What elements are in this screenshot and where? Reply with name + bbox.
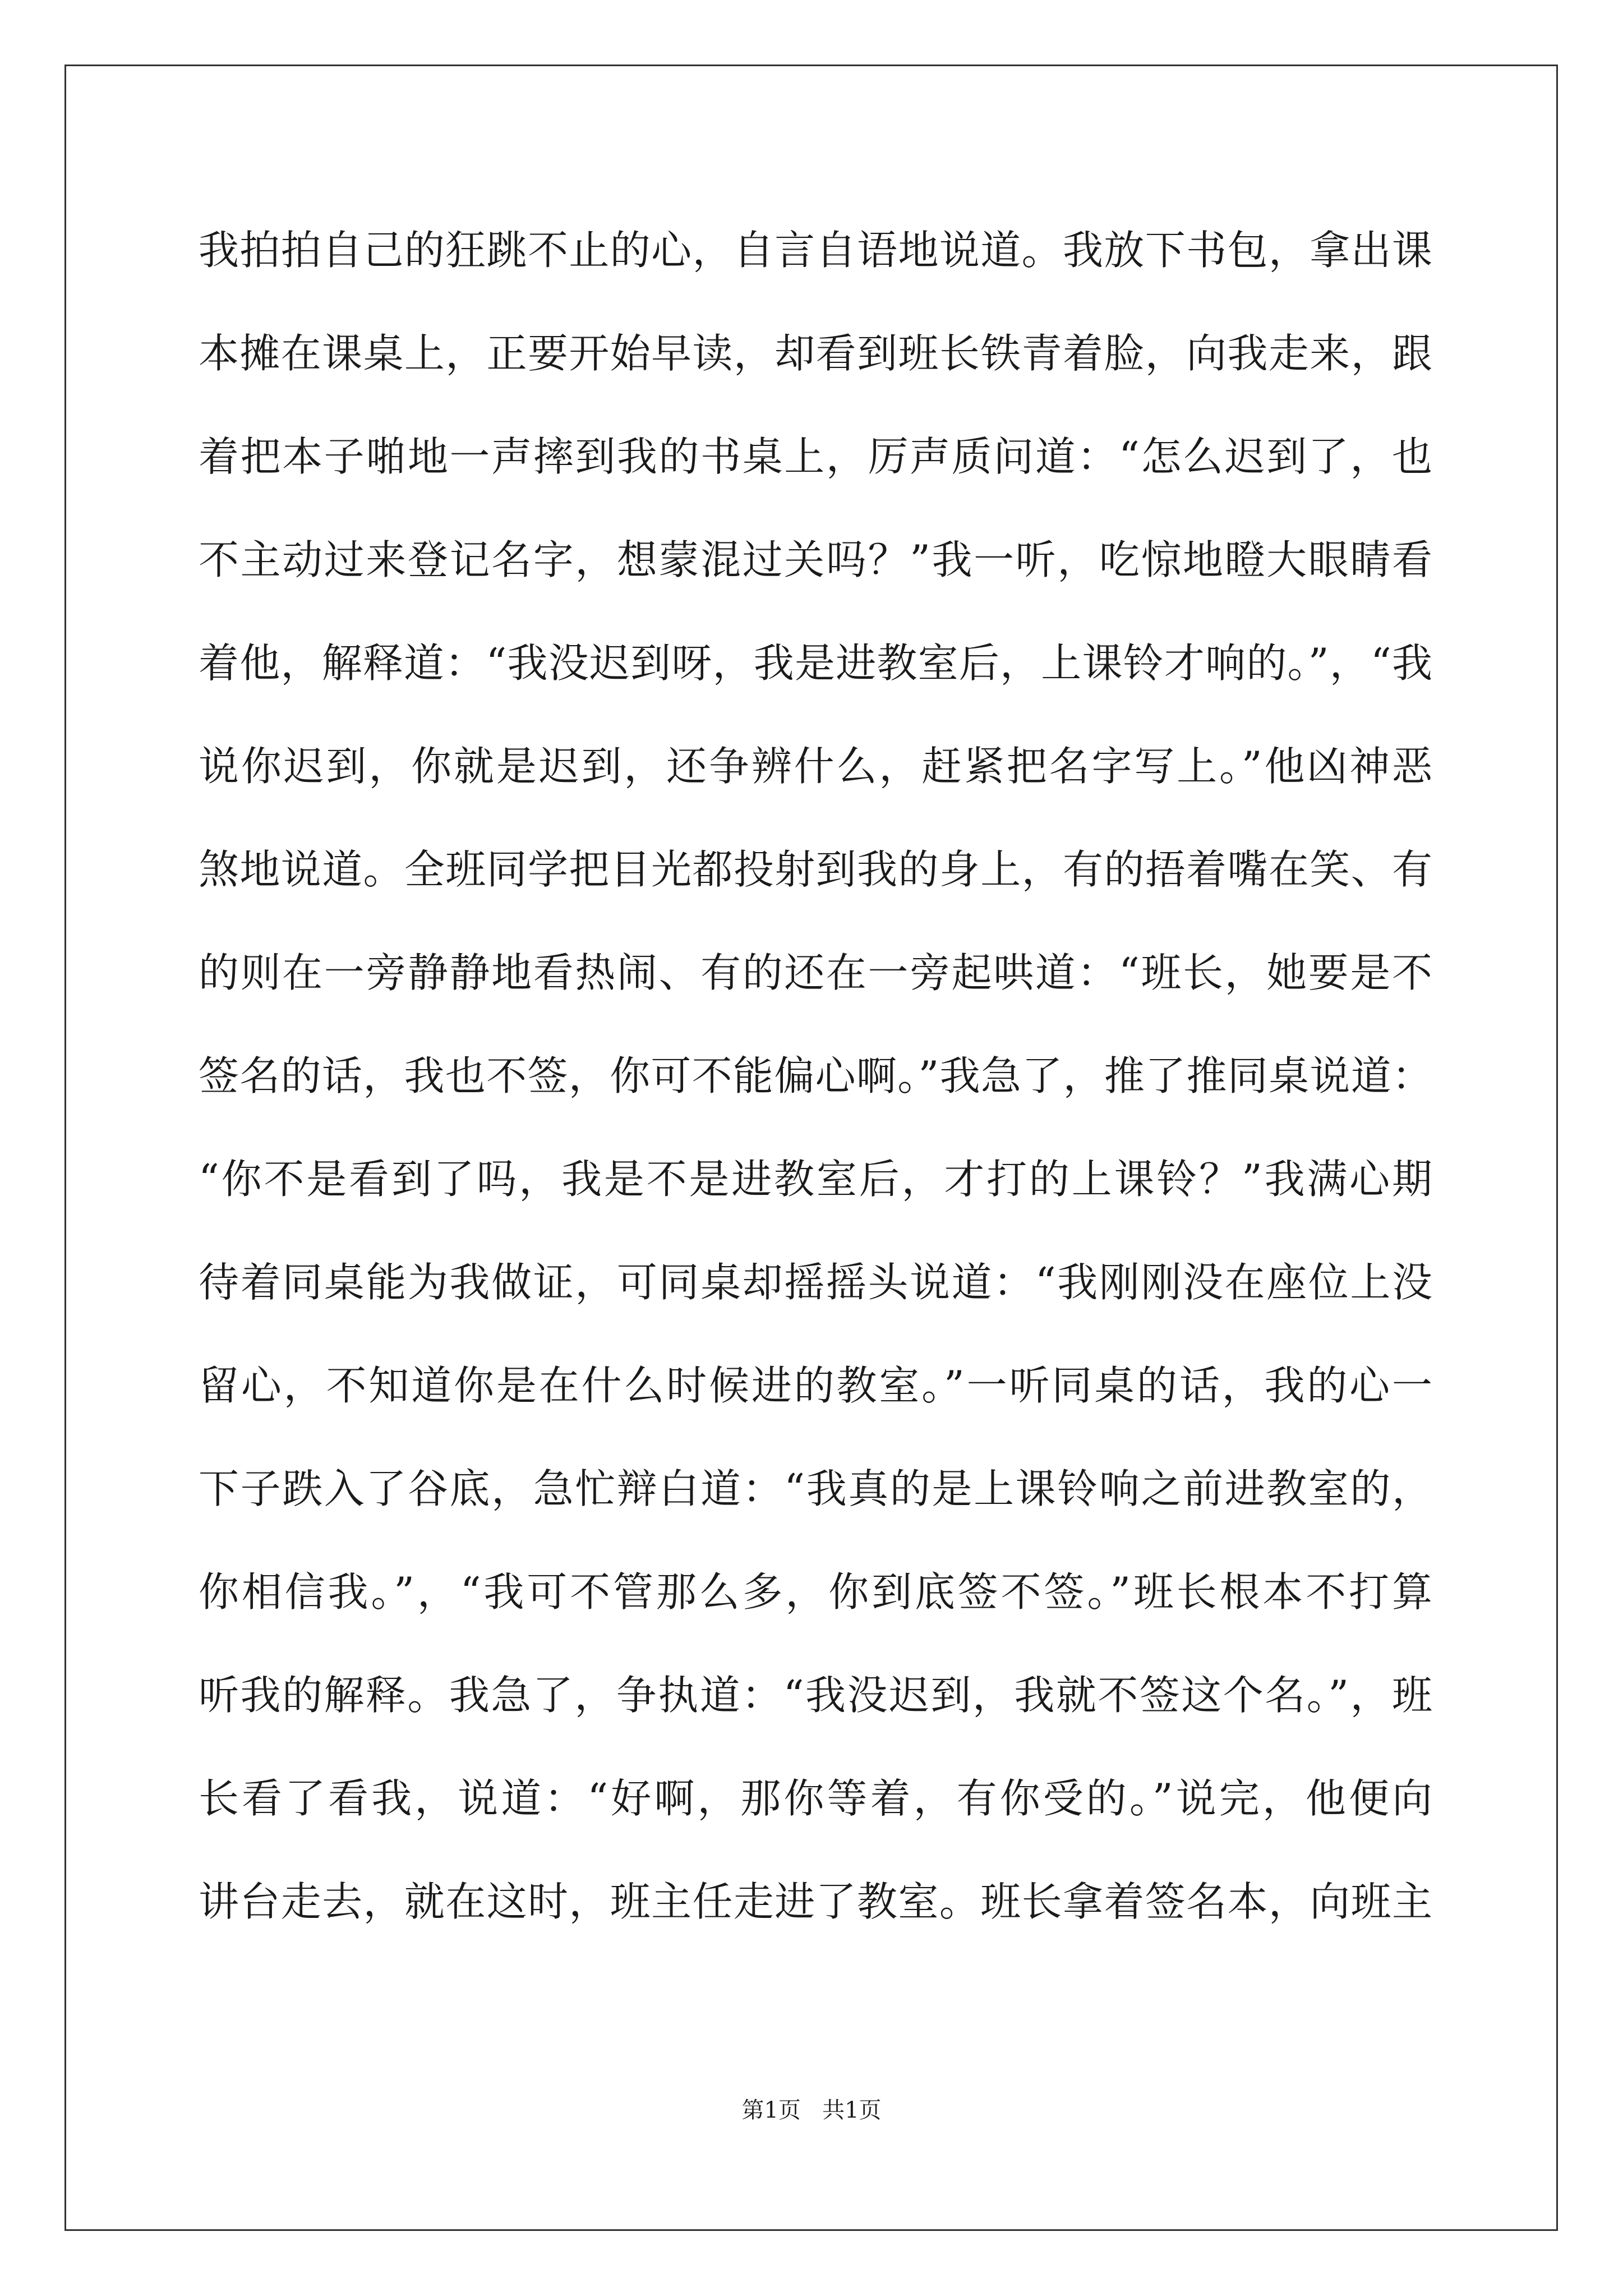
body-line-3: 着把本子啪地一声摔到我的书桌上，厉声质问道：“怎么迟到了，也 bbox=[199, 433, 1432, 480]
body-line-16: 长看了看我，说道：“好啊，那你等着，有你受的。”说完，他便向 bbox=[199, 1775, 1432, 1822]
body-line-7: 煞地说道。全班同学把目光都投射到我的身上，有的捂着嘴在笑、有 bbox=[199, 846, 1432, 893]
body-line-17: 讲台走去，就在这时，班主任走进了教室。班长拿着签名本，向班主 bbox=[199, 1878, 1432, 1925]
body-line-4: 不主动过来登记名字，想蒙混过关吗？”我一听，吃惊地瞪大眼睛看 bbox=[199, 536, 1432, 583]
body-line-13: 下子跌入了谷底，急忙辩白道：“我真的是上课铃响之前进教室的， bbox=[199, 1465, 1432, 1512]
body-line-9: 签名的话，我也不签，你可不能偏心啊。”我急了，推了推同桌说道： bbox=[199, 1052, 1432, 1099]
page-footer bbox=[0, 2092, 1623, 2124]
body-line-5: 着他，解释道：“我没迟到呀，我是进教室后，上课铃才响的。”，“我 bbox=[199, 639, 1432, 687]
body-line-11: 待着同桌能为我做证，可同桌却摇摇头说道：“我刚刚没在座位上没 bbox=[199, 1259, 1432, 1306]
body-line-6: 说你迟到，你就是迟到，还争辨什么，赶紧把名字写上。”他凶神恶 bbox=[199, 743, 1432, 790]
page-total: 共1页 bbox=[822, 2097, 882, 2123]
footer-spacer bbox=[801, 2097, 822, 2123]
body-line-14: 你相信我。”，“我可不管那么多，你到底签不签。”班长根本不打算 bbox=[199, 1568, 1432, 1616]
body-line-12: 留心，不知道你是在什么时候进的教室。”一听同桌的话，我的心一 bbox=[199, 1362, 1432, 1409]
page-number: 第1页 bbox=[741, 2097, 801, 2123]
body-line-2: 本摊在课桌上，正要开始早读，却看到班长铁青着脸，向我走来，跟 bbox=[199, 330, 1432, 377]
body-line-15: 听我的解释。我急了，争执道：“我没迟到，我就不签这个名。”，班 bbox=[199, 1672, 1432, 1719]
body-line-1: 我拍拍自己的狂跳不止的心，自言自语地说道。我放下书包，拿出课 bbox=[199, 227, 1432, 274]
body-line-10: “你不是看到了吗，我是不是进教室后，才打的上课铃？”我满心期 bbox=[199, 1156, 1432, 1203]
body-line-8: 的则在一旁静静地看热闹、有的还在一旁起哄道：“班长，她要是不 bbox=[199, 949, 1432, 996]
document-body bbox=[199, 209, 1432, 1963]
